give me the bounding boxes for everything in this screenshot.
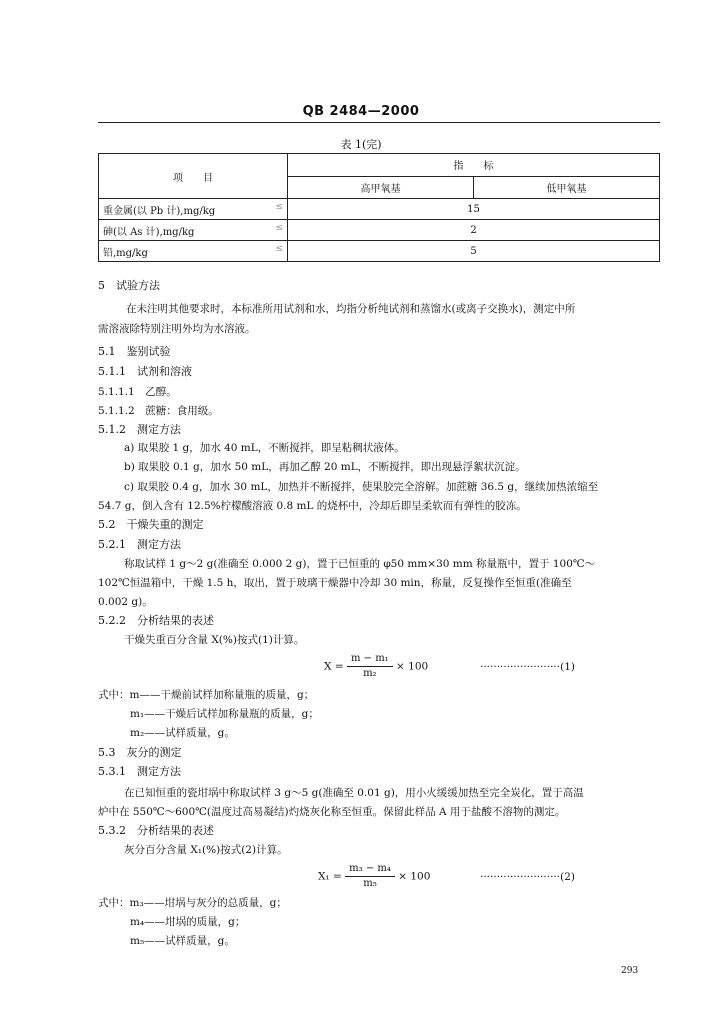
formula-1-denominator: m₂ [363, 668, 377, 679]
where-clause: 式中：m₃——坩埚与灰分的总质量，g； [98, 897, 287, 909]
where-clause: m₅——试样质量，g。 [130, 935, 235, 947]
table-row [99, 220, 660, 241]
list-item: a) 取果胶 1 g，加水 40 mL，不断搅拌，即呈粘稠状液体。 [124, 442, 405, 454]
paragraph: 需溶液除特别注明外均为水溶液。 [98, 323, 256, 335]
table-caption: 表 1(完) [340, 138, 382, 151]
row-mark: ≤ [275, 222, 283, 233]
formula-2-number: ························(2) [480, 871, 575, 883]
section-5-3-2-heading: 5.3.2 分析结果的表述 [98, 824, 214, 837]
where-clause: m₄——坩埚的质量，g； [130, 916, 246, 928]
table-row [99, 199, 660, 220]
table-header-row [99, 154, 660, 177]
row-mark: ≤ [275, 201, 283, 212]
paragraph: 102℃恒温箱中，干燥 1.5 h，取出，置于玻璃干燥器中冷却 30 min，称量，反复操作至恒重(准确至 [98, 577, 572, 589]
row-value [288, 241, 660, 262]
formula-2-lhs: X₁ = [318, 870, 342, 883]
row-value [288, 220, 660, 241]
row-value-label: 2 [470, 224, 477, 236]
section-5-heading: 5 试验方法 [98, 279, 160, 292]
header-low [474, 176, 660, 199]
row-item [99, 220, 288, 241]
header-index-label: 指 标 [453, 161, 494, 173]
paragraph: 在已知恒重的瓷坩埚中称取试样 3 g～5 g(准确至 0.01 g)，用小火缓缓加热至完全炭化，置于高温 [124, 787, 584, 799]
table-row [99, 241, 660, 262]
where-clause: 式中：m——干燥前试样加称量瓶的质量，g； [98, 689, 315, 701]
formula-1-fraction [347, 652, 393, 681]
row-value [288, 199, 660, 220]
clause: 5.1.1.2 蔗糖：食用级。 [98, 405, 219, 417]
section-5-3-heading: 5.3 灰分的测定 [98, 746, 182, 759]
where-clause: m₂——试样质量，g。 [130, 727, 235, 739]
section-5-1-2-heading: 5.1.2 测定方法 [98, 423, 181, 436]
paragraph: 灰分百分含量 X₁(%)按式(2)计算。 [124, 844, 288, 856]
formula-1 [324, 652, 428, 681]
section-5-1-1-heading: 5.1.1 试剂和溶液 [98, 365, 192, 378]
section-5-2-2-heading: 5.2.2 分析结果的表述 [98, 614, 214, 627]
section-5-3-1-heading: 5.3.1 测定方法 [98, 765, 181, 778]
standard-number: QB 2484—2000 [302, 104, 420, 119]
row-item [99, 241, 288, 262]
paragraph: 称取试样 1 g～2 g(准确至 0.000 2 g)，置于已恒重的 φ50 mm×30 mm 称量瓶中，置于 100℃～ [124, 558, 596, 570]
section-5-1-heading: 5.1 鉴别试验 [98, 345, 171, 358]
paragraph: 0.002 g)。 [98, 596, 153, 608]
formula-1-number: ························(1) [480, 661, 575, 673]
clause: 5.1.1.1 乙醇。 [98, 386, 177, 398]
formula-2 [318, 862, 430, 891]
formula-2-numerator: m₃ − m₄ [345, 862, 395, 877]
row-item [99, 199, 288, 220]
row-item-label: 铅,mg/kg [103, 247, 148, 259]
paragraph: 干燥失重百分含量 X(%)按式(1)计算。 [124, 634, 305, 646]
where-clause: m₁——干燥后试样加称量瓶的质量，g； [130, 708, 319, 720]
header-item-label: 项 目 [173, 172, 213, 184]
formula-1-numerator: m − m₁ [347, 652, 393, 667]
header-low-label: 低甲氧基 [546, 183, 587, 195]
header-index [288, 154, 660, 177]
formula-2-fraction [345, 862, 395, 891]
row-item-label: 砷(以 As 计),mg/kg [103, 226, 195, 238]
list-item: 54.7 g，倒入含有 12.5%柠檬酸溶液 0.8 mL 的烧杯中，冷却后即呈柔软而有弹性的胶冻。 [98, 500, 527, 512]
page-number: 293 [621, 966, 639, 976]
row-value-label: 15 [467, 203, 480, 215]
row-item-label: 重金属(以 Pb 计),mg/kg [103, 205, 216, 217]
header-rule [98, 122, 660, 123]
list-item: c) 取果胶 0.4 g，加水 30 mL，加热并不断搅拌，使果胶完全溶解。加蔗糖 36.5 g，继续加热浓缩至 [124, 481, 599, 493]
row-mark: ≤ [275, 243, 283, 254]
spec-table [98, 153, 660, 262]
formula-1-rhs: × 100 [396, 660, 429, 673]
formula-2-denominator: m₅ [363, 878, 377, 889]
header-item [99, 154, 288, 199]
section-5-2-heading: 5.2 干燥失重的测定 [98, 518, 204, 531]
formula-2-rhs: × 100 [398, 870, 431, 883]
header-high [288, 176, 474, 199]
paragraph: 炉中在 550℃～600℃(温度过高易凝结)灼烧灰化称至恒重。保留此样品 A 用于盐酸不溶物的测定。 [98, 806, 566, 818]
list-item: b) 取果胶 0.1 g，加水 50 mL，再加乙醇 20 mL，不断搅拌，即出现悬浮絮状沉淀。 [124, 461, 526, 473]
section-5-2-1-heading: 5.2.1 测定方法 [98, 538, 181, 551]
row-value-label: 5 [470, 245, 477, 257]
header-high-label: 高甲氧基 [360, 183, 401, 195]
formula-1-lhs: X = [324, 660, 344, 673]
paragraph: 在未注明其他要求时，本标准所用试剂和水，均指分析纯试剂和蒸馏水(或离子交换水)，测定中所 [126, 303, 576, 315]
